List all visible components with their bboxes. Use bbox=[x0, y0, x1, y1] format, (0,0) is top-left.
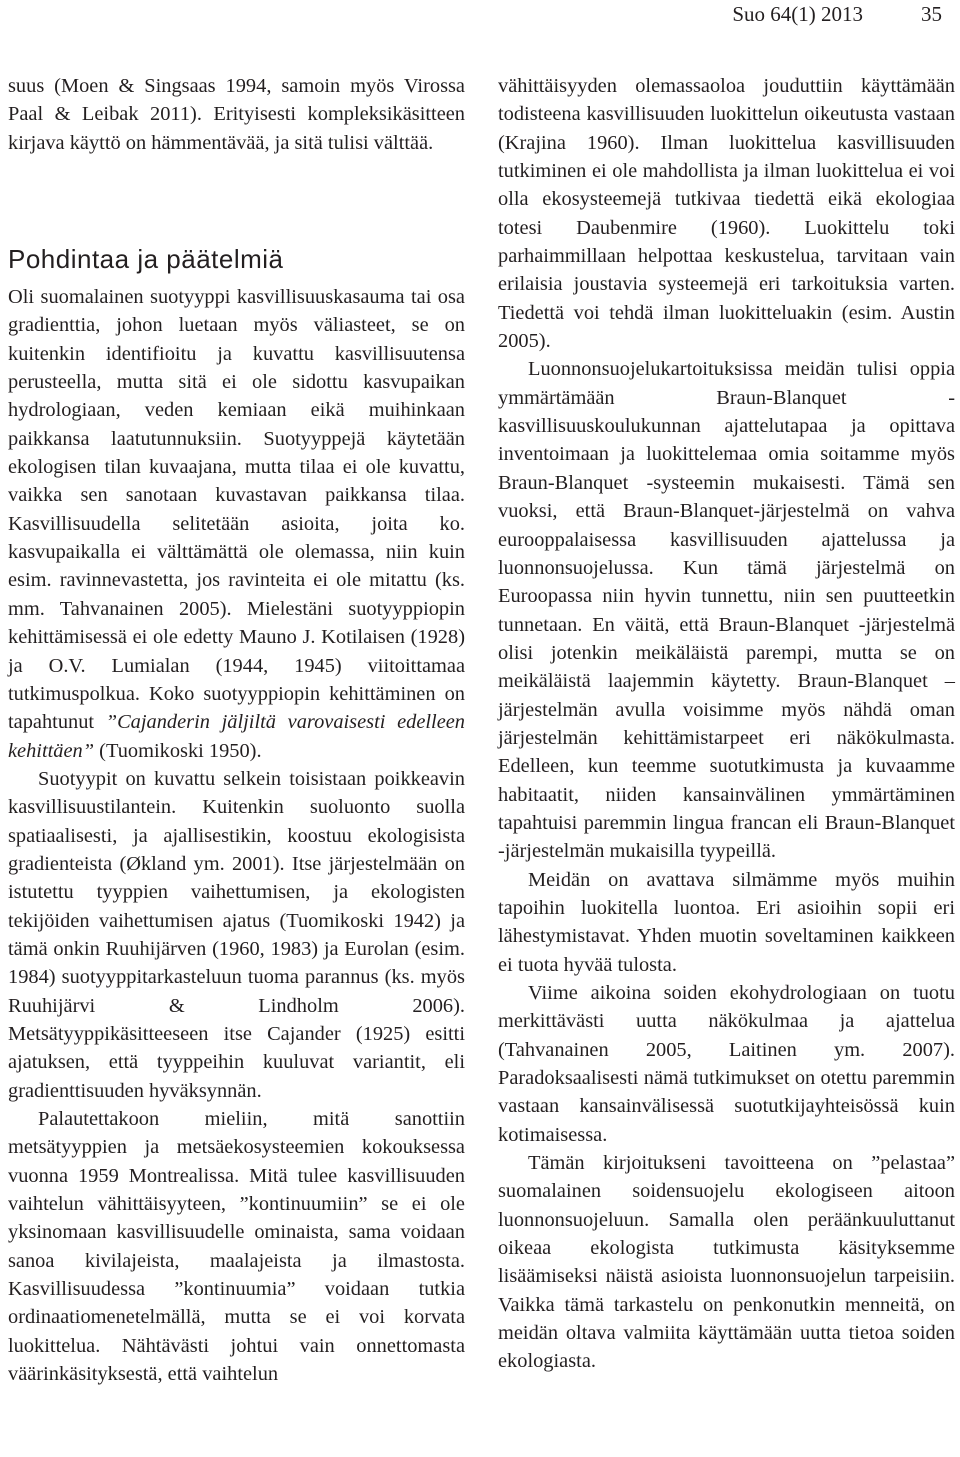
right-paragraph-5: Tämän kirjoitukseni tavoitteena on ”pelastaa” suomalainen soidensuojelu ekologiseen aitoon luonnonsuojeluun. Samalla olen peräänkuuluttanut oikeaa ekologista tutkimusta käsityksemme lisäämiseksi näistä asioista luonnonsuojelun tarpeisiin. Vaikka tämä tarkastelu on penkonutkin menneitä, on meidän oltava valmiita käyttämään uutta tietoa soiden ekologiasta. bbox=[498, 1152, 955, 1373]
section-heading: Pohdintaa ja päätelmiä bbox=[8, 244, 284, 275]
right-paragraph-4: Viime aikoina soiden ekohydrologiaan on tuotu merkittävästi uutta näkökulmaa ja ajattelua (Tahvanainen 2005, Laitinen ym. 2007). Paradoksaalisesti nämä tutkimukset on otettu paremmin vastaan kansainvälisessä suotutkijayhteisössä kuin kotimaisessa. bbox=[498, 982, 955, 1146]
intro-paragraph: suus (Moen & Singsaas 1994, samoin myös Virossa Paal & Leibak 2011). Erityisesti kompleksikäsitteen kirjava käyttö on hämmentävää, ja sitä tulisi välttää. bbox=[8, 75, 465, 154]
right-column bbox=[498, 72, 955, 1376]
paragraph-1-tail: (Tuomikoski 1950). bbox=[94, 739, 262, 762]
right-paragraph-2: Luonnonsuojelukartoituksissa meidän tulisi oppia ymmärtämään Braun-Blanquet -kasvillisuuskoulukunnan ajattelutapaa ja opittava inventoimaan ja luokittelemaa omia soitamme myös Braun-Blanquet -systeemin mukaisesti. Tämä sen vuoksi, että Braun-Blanquet-järjestelmä on vahva eurooppalaisessa kasvillisuuden ajattelussa ja luonnonsuojelussa. Kun tämä järjestelmä on Euroopassa niin hyvin tunnettu, niin sen puutteetkin tunnetaan. En väitä, että Braun-Blanquet -järjestelmä olisi jotenkin meikäläistä parempi, mutta se on meikäläistä laajemmin käytetty. Braun-Blanquet –järjestelmän avulla voisimme myös nähdä oman järjestelmän kehittämistarpeet eri näkökulmasta. Edelleen, kun teemme suotutkimusta ja kuvaamme habitaatit, niiden kansainvälinen ymmärtäminen tapahtuisi paremmin lingua francan eli Braun-Blanquet -järjestelmän mukaisilla tyypeillä. bbox=[498, 358, 955, 863]
right-paragraph-1: vähittäisyyden olemassaoloa jouduttiin käyttämään todisteena kasvillisuuden luokittelun oikeutusta vastaan (Krajina 1960). Ilman luokittelua kasvillisuuden tutkiminen ei ole mahdollista ja ilman luokittelua ei voi olla ekosysteemejä tutkivaa tiedettä eikä ekologiaa totesi Daubenmire (1960). Luokittelu toki parhaimmillaan helpottaa keskustelua, tarvitaan vain erilaisia joustavia systeemejä eri tarkoituksia varten. Tiedettä voi tehdä ilman luokitteluakin (esim. Austin 2005). bbox=[498, 75, 955, 353]
journal-citation: Suo 64(1) 2013 bbox=[732, 2, 863, 26]
paragraph-1 bbox=[8, 283, 465, 765]
cajander-quote: ”Cajanderin jäljiltä varovaisesti edelleen kehittäen” bbox=[8, 711, 465, 762]
paragraph-1-text: Oli suomalainen suotyyppi kasvillisuuskasauma tai osa gradienttia, johon luetaan myös väliasteet, se on kuitenkin identifioitu ja kuvattu kasvillisuutensa perusteella, mutta sitä ei ole sidottu kasvupaikan hydrologiaan, veden kemiaan eikä muihinkaan paikkansa laatutunnuksiin. Suotyyppejä käytetään ekologisen tilan kuvaajana, mutta tilaa ei ole kuvattu, vaikka sen sanotaan kuvastavan paikkansa tilaa. Kasvillisuudella selitetään asioita, joita ko. kasvupaikalla ei välttämättä ole olemassa, niin kuin esim. ravinnevastetta, jos ravinteita ei ole mitattu (ks. mm. Tahvanainen 2005). Mielestäni suotyyppiopin kehittämisessä ei ole edetty Mauno J. Kotilaisen (1928) ja O.V. Lumialan (1944, 1945) viitoittamaa tutkimuspolkua. Koko suotyyppiopin kehittäminen on tapahtunut bbox=[8, 286, 465, 734]
page-number: 35 bbox=[921, 2, 942, 26]
paragraph-2: Suotyypit on kuvattu selkein toisistaan poikkeavin kasvillisuustilantein. Kuitenkin suoluonto suolla spatiaalisesti, ja ajallisestikin, koostuu ekologisista gradienteista (Økland ym. 2001). Itse järjestelmään on istutettu tyyppien vaihettumisen, ja ekologisten tekijöiden vaihettumisen ajatus (Tuomikoski 1942) ja tämä onkin Ruuhijärven (1960, 1983) ja Eurolan (esim. 1984) suotyyppitarkasteluun tuoma parannus (ks. myös Ruuhijärvi & Lindholm 2006). Metsätyyppikäsitteeseen itse Cajander (1925) esitti ajatuksen, että tyyppeihin kuuluvat variantit, eli gradienttisuuden hyväksynnän. bbox=[8, 767, 465, 1102]
right-paragraph-3: Meidän on avattava silmämme myös muihin tapoihin luokitella luontoa. Eri asioihin sopii eri lähestymistavat. Yhden muotin soveltaminen kaikkeen ei tuota hyvää tulosta. bbox=[498, 868, 955, 976]
left-column bbox=[8, 72, 465, 1388]
running-head bbox=[732, 4, 942, 25]
paragraph-3: Palautettakoon mieliin, mitä sanottiin metsätyyppien ja metsäekosysteemien kokouksessa vuonna 1959 Montrealissa. Mitä tulee kasvillisuuden vaihtelun vähittäisyyteen, ”kontinuumiin” se ei ole yksinomaan kasvillisuudelle ominaista, sama voidaan sanoa kivilajeista, maalajeista ja ilmastosta. Kasvillisuudessa ”kontinuumia” voidaan tutkia ordinaatiomenetelmällä, mutta se ei voi korvata luokittelua. Nähtävästi johtui vain onnettomasta väärinkäsityksestä, että vaihtelun bbox=[8, 1108, 465, 1386]
